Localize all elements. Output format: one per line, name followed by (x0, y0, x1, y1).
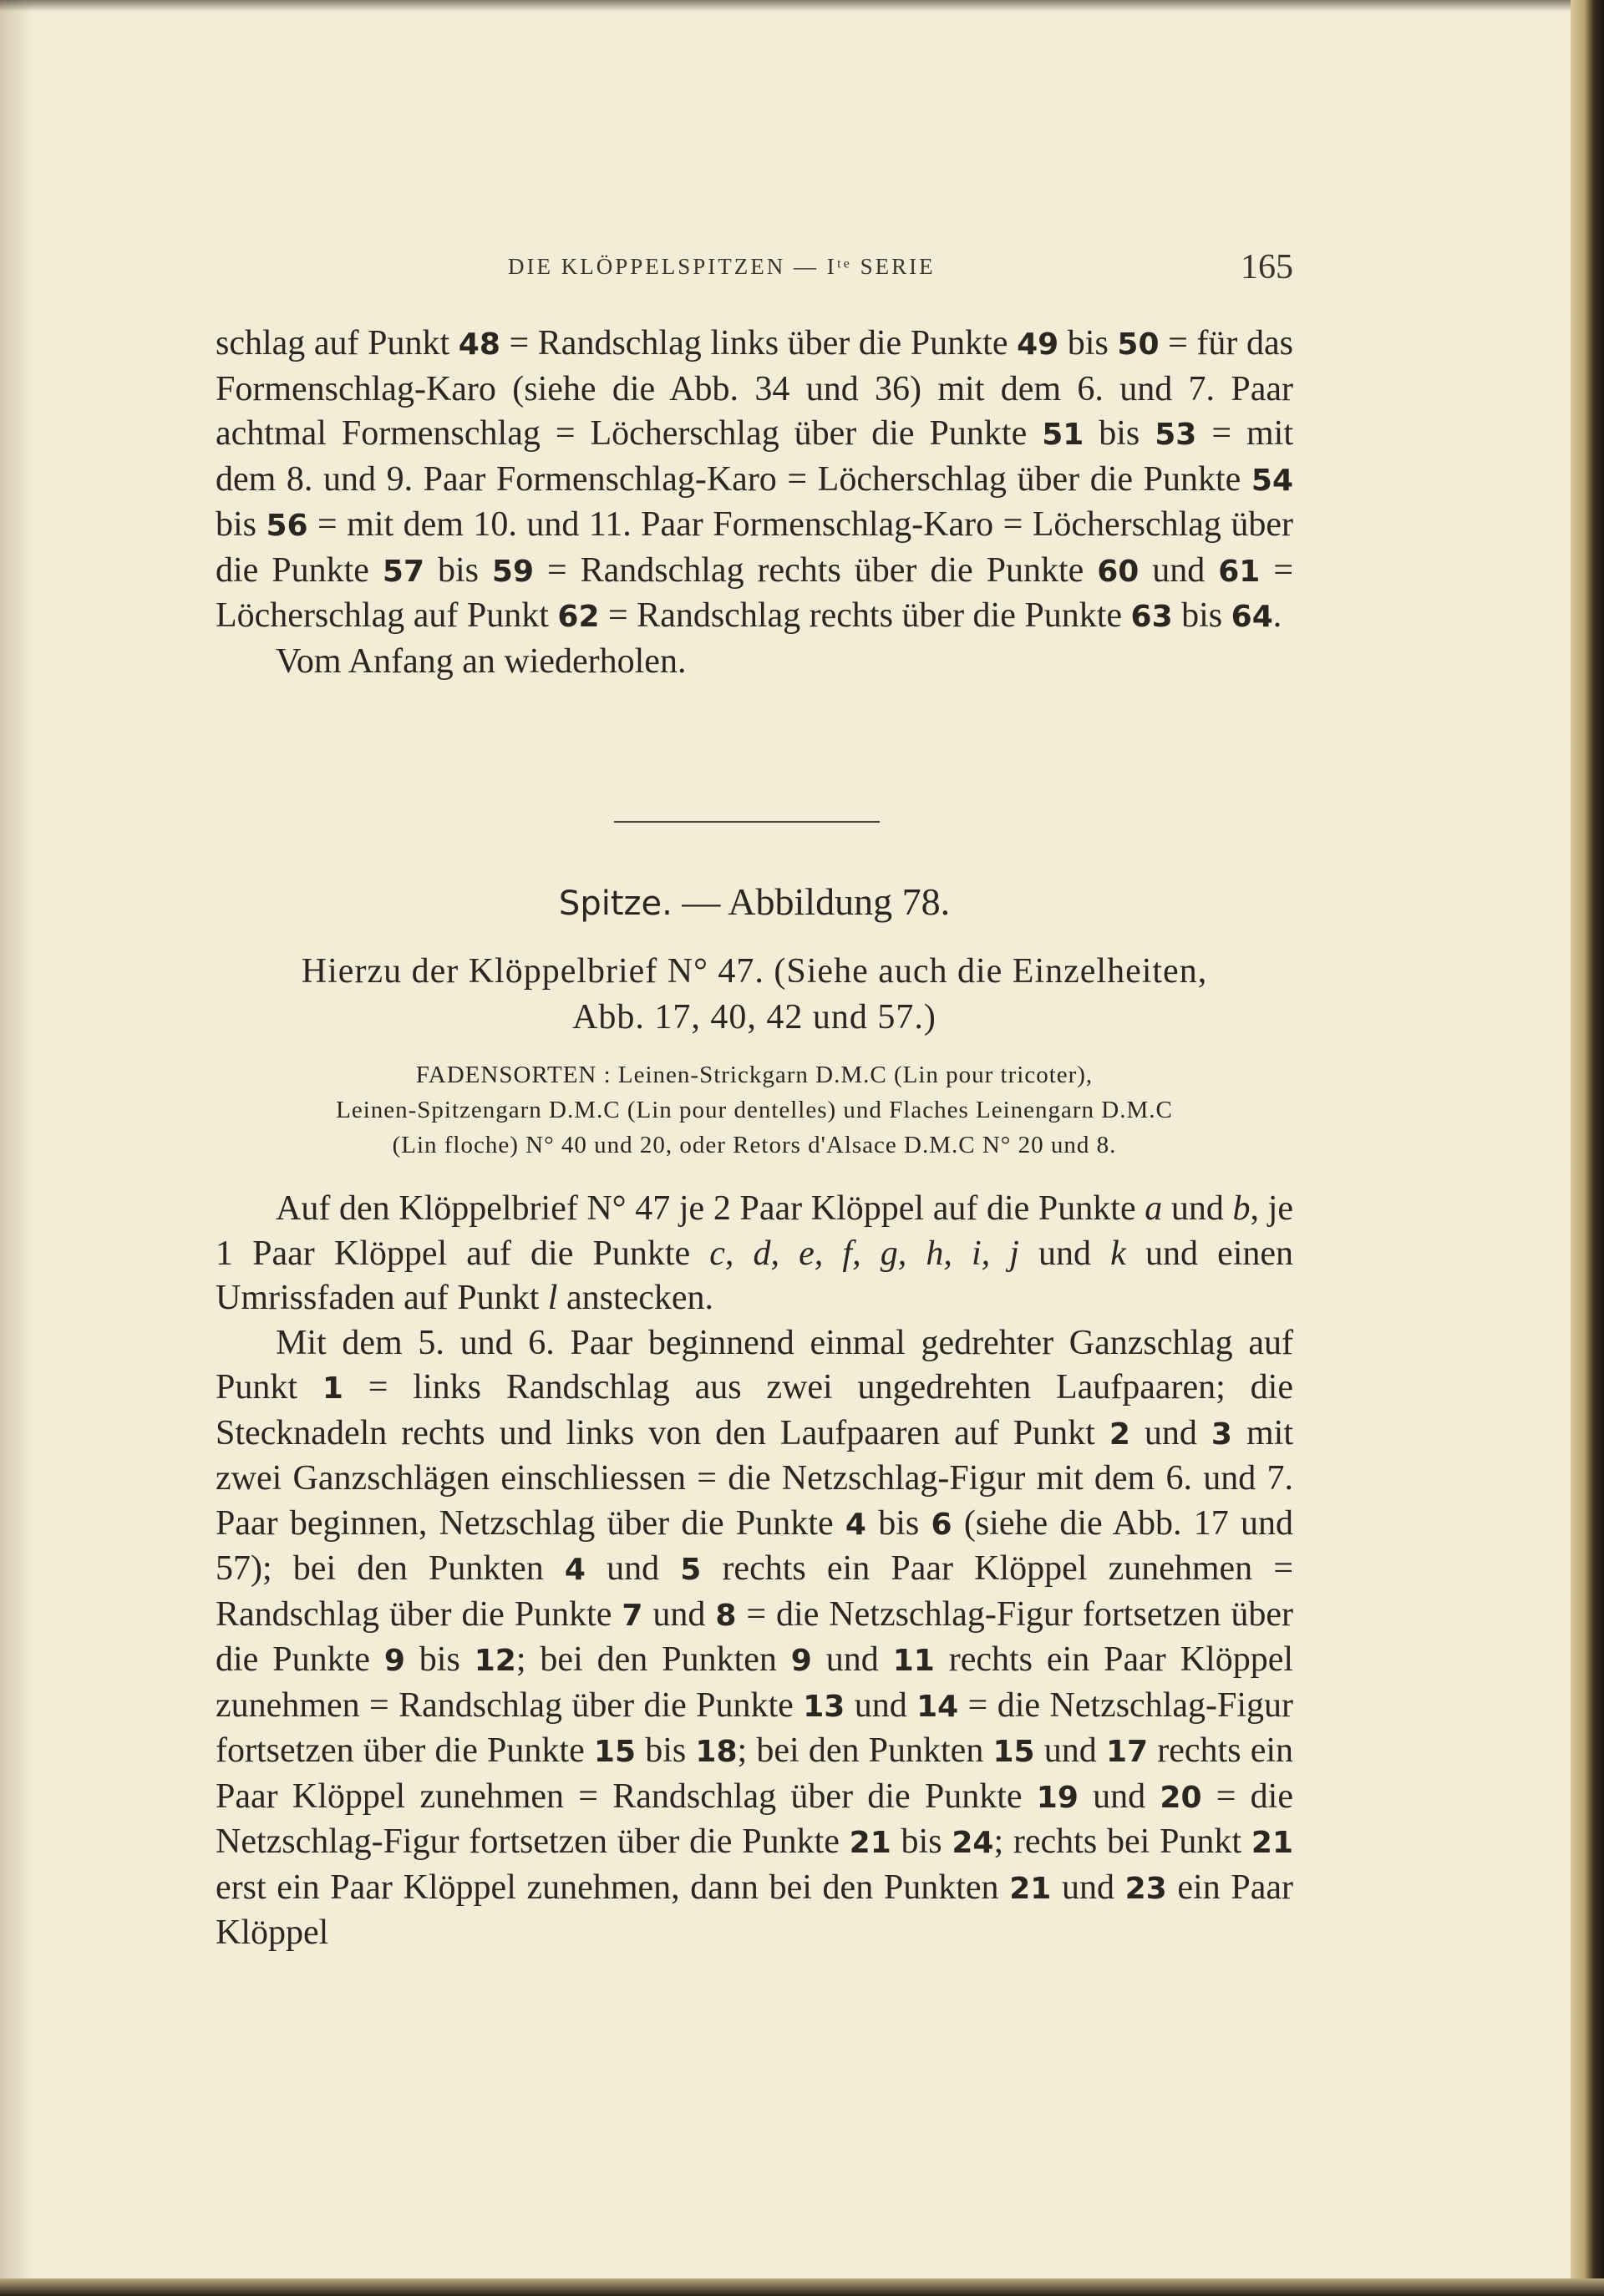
paragraph: Mit dem 5. und 6. Paar beginnend einmal gedrehter Ganzschlag auf Punkt 1 = links Randschlag aus zwei ungedrehten Laufpaaren; die Stecknadeln rechts und links von den Laufpaaren auf Punkt 2 und 3 mit zwei Ganzschlägen einschliessen = die Netzschlag-Figur mit dem 6. und 7. Paar beginnen, Netzschlag über die Punkte 4 bis 6 (siehe die Abb. 17 und 57); bei den Punkten 4 und 5 rechts ein Paar Klöppel zunehmen = Randschlag über die Punkte 7 und 8 = die Netzschlag-Figur fortsetzen über die Punkte 9 bis 12; bei den Punkten 9 und 11 rechts ein Paar Klöppel zunehmen = Randschlag über die Punkte 13 und 14 = die Netzschlag-Figur fortsetzen über die Punkte 15 bis 18; bei den Punkten 15 und 17 rechts ein Paar Klöppel zunehmen = Randschlag über die Punkte 19 und 20 = die Netzschlag-Figur fortsetzen über die Punkte 21 bis 24; rechts bei Punkt 21 erst ein Paar Klöppel zunehmen, dann bei den Punkten 21 und 23 ein Paar Klöppel (216, 1323, 1294, 1952)
gutter-shadow (0, 0, 33, 2280)
thread-materials: FADENSORTEN : Leinen-Strickgarn D.M.C (Lin pour tricoter), Leinen-Spitzengarn D.M.C (Lin pour dentelles) und Flaches Leinengarn D.M.C (Lin floche) N° 40 und 20, oder Retors d'Alsace D.M.C N° 20 und 8. (336, 1062, 1173, 1158)
repeat-note: Vom Anfang an wiederholen. (276, 641, 687, 681)
lace-instructions (216, 1187, 1293, 1956)
top-edge-shadow (0, 0, 1587, 12)
page-number: 165 (1241, 248, 1293, 286)
paragraph: schlag auf Punkt 48 = Randschlag links über die Punkte 49 bis 50 = für das Formenschlag-Karo (siehe die Abb. 34 und 36) mit dem 6. und 7. Paar achtmal Formenschlag = Löcherschlag über die Punkte 51 bis 53 = mit dem 8. und 9. Paar Formenschlag-Karo = Löcherschlag über die Punkte 54 bis 56 = mit dem 10. und 11. Paar Formenschlag-Karo = Löcherschlag über die Punkte 57 bis 59 = Randschlag rechts über die Punkte 60 und 61 = Löcherschlag auf Punkt 62 = Randschlag rechts über die Punkte 63 bis 64. (216, 324, 1293, 635)
continued-instructions (216, 322, 1293, 684)
section-title: Spitze. — Abbildung 78. (558, 880, 951, 923)
intro-note: Hierzu der Klöppelbrief N° 47. (Siehe auch die Einzelheiten, Abb. 17, 40, 42 und 57.) (301, 952, 1208, 1036)
page-bottom-edge (0, 2278, 1604, 2296)
section-divider (614, 821, 880, 823)
page-fore-edge (1571, 0, 1604, 2296)
running-title: DIE KLÖPPELSPITZEN — Iᵗᵉ SERIE (508, 254, 936, 279)
paragraph: Auf den Klöppelbrief N° 47 je 2 Paar Klöppel auf die Punkte a und b, je 1 Paar Klöppel auf die Punkte c, d, e, f, g, h, i, j und k und einen Umrissfaden auf Punkt l anstecken. (216, 1189, 1294, 1317)
